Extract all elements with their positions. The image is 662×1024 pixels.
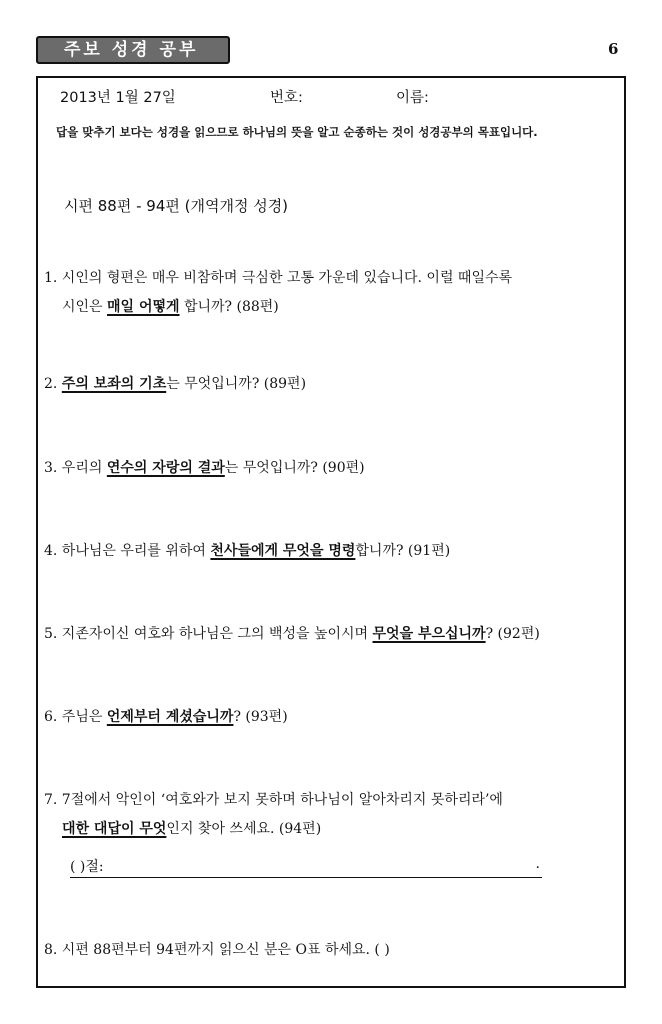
question-text: 시인은 — [62, 299, 108, 315]
question-text: 는 무엇입니까? (90편) — [224, 460, 365, 476]
answer-label: ( )절: — [70, 859, 104, 875]
question-5 — [44, 620, 620, 649]
question-keyword: 연수의 자랑의 결과 — [106, 460, 225, 476]
question-text: 1. 시인의 형편은 매우 비참하며 극심한 고통 가운데 있습니다. 이럴 때일수록 — [44, 270, 513, 286]
intro-text: 답을 맞추기 보다는 성경을 읽으므로 하나님의 뜻을 알고 순종하는 것이 성경공부의 목표입니다. — [56, 125, 538, 139]
question-text: 는 무엇입니까? (89편) — [166, 376, 307, 392]
question-keyword: 대한 대답이 무엇 — [62, 821, 167, 837]
question-text: 인지 찾아 쓰세요. (94편) — [166, 821, 322, 837]
question-text: 5. 지존자이신 여호와 하나님은 그의 백성을 높이시며 — [44, 626, 373, 642]
question-6 — [44, 703, 620, 732]
question-text: 6. 주님은 — [44, 709, 107, 725]
question-keyword: 무엇을 부으십니까 — [372, 626, 486, 642]
answer-line[interactable] — [70, 856, 542, 878]
header-title-badge — [36, 36, 230, 64]
question-text: 3. 우리의 — [44, 460, 107, 476]
scripture-range: 시편 88편 - 94편 (개역개정 성경) — [64, 197, 289, 215]
question-3 — [44, 454, 620, 483]
question-keyword: 언제부터 계셨습니까 — [106, 709, 234, 725]
question-text: 7. 7절에서 악인이 ‘여호와가 보지 못하며 하나님이 알아차리지 못하리라’에 — [44, 792, 503, 808]
question-text: 합니까? (91편) — [355, 543, 451, 559]
question-keyword: 주의 보좌의 기초 — [61, 376, 167, 392]
question-2 — [44, 370, 620, 399]
question-1 — [44, 264, 620, 322]
name-label: 이름: — [396, 90, 429, 106]
question-text: 8. 시편 88편부터 94편까지 읽으신 분은 O표 하세요. ( ) — [44, 942, 390, 958]
header-title: 주보 성경 공부 — [64, 40, 199, 60]
page-number: 6 — [608, 40, 619, 58]
question-text: ? (92편) — [485, 626, 540, 642]
question-text: 합니까? (88편) — [179, 299, 279, 315]
question-keyword: 매일 어떻게 — [107, 299, 180, 315]
question-text: 4. 하나님은 우리를 위하여 — [44, 543, 211, 559]
answer-end: . — [535, 856, 540, 872]
question-8 — [44, 936, 620, 965]
question-7 — [44, 786, 620, 844]
question-keyword: 천사들에게 무엇을 명령 — [210, 543, 356, 559]
date-text: 2013년 1월 27일 — [60, 90, 176, 106]
question-4 — [44, 537, 620, 566]
question-text: 2. — [44, 376, 62, 392]
question-text: ? (93편) — [233, 709, 288, 725]
number-label: 번호: — [270, 90, 303, 106]
